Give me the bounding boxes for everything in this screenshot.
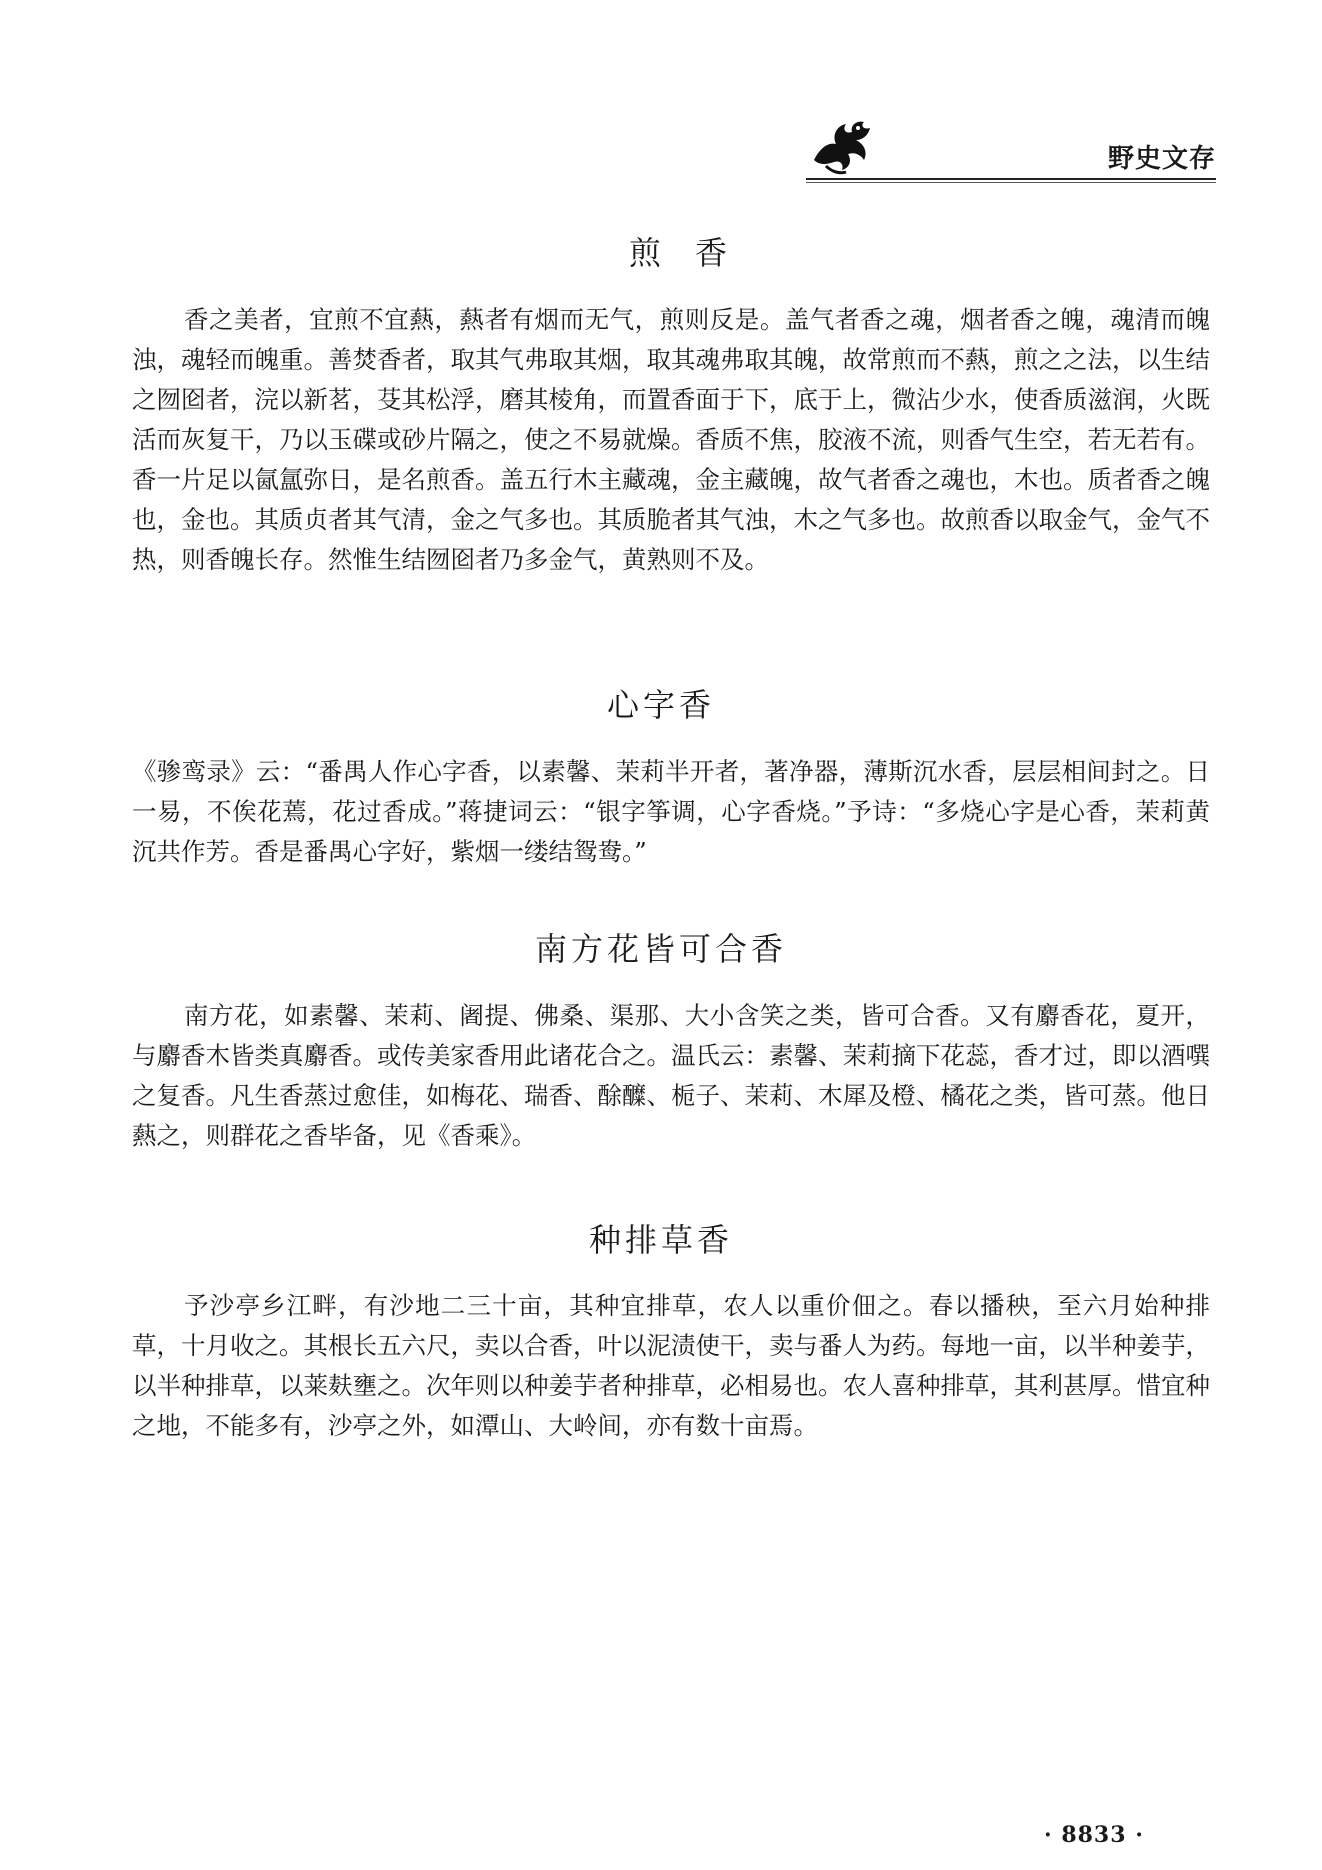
section-title-xinzixiang: 心字香 <box>606 686 715 724</box>
section-body-nanfanghua: 南方花，如素馨、茉莉、阇提、佛桑、渠那、大小含笑之类，皆可合香。又有麝香花，夏开，与麝香木皆类真麝香。或传美家香用此诸花合之。温氏云：素馨、茉莉摘下花蕊，香才过，即以酒噀之复香。凡生香蒸过愈佳，如梅花、瑞香、酴醾、栀子、茉莉、木犀及橙、橘花之类，皆可蒸。他日爇之，则群花之香毕备，见《香乘》。 <box>132 1001 1210 1150</box>
header-rule-thin <box>806 182 1216 183</box>
section-body-jianxiang: 香之美者，宜煎不宜爇，爇者有烟而无气，煎则反是。盖气者香之魂，烟者香之魄，魂清而魄浊，魂轻而魄重。善焚香者，取其气弗取其烟，取其魂弗取其魄，故常煎而不爇，煎之之法，以生结之囫囵者，浣以新茗，芟其松浮，磨其棱角，而置香面于下，底于上，微沾少水，使香质滋润，火既活而灰复干，乃以玉碟或砂片隔之，使之不易就燥。香质不焦，胶液不流，则香气生空，若无若有。香一片足以氤氲弥日，是名煎香。盖五行木主藏魂，金主藏魄，故气者香之魂也，木也。质者香之魄也，金也。其质贞者其气清，金之气多也。其质脆者其气浊，木之气多也。故煎香以取金气，金气不热，则香魄长存。然惟生结囫囵者乃多金气，黄熟则不及。 <box>132 305 1210 574</box>
series-title: 野史文存 <box>1107 144 1216 174</box>
page-number: · 8833 · <box>1044 1822 1144 1848</box>
section-body-zhongpaicao: 予沙亭乡江畔，有沙地二三十亩，其种宜排草，农人以重价佃之。春以播秧，至六月始种排草，十月收之。其根长五六尺，卖以合香，叶以泥渍使干，卖与番人为药。每地一亩，以半种姜芋，以半种排草，以莱麸壅之。次年则以种姜芋者种排草，必相易也。农人喜种排草，其利甚厚。惜宜种之地，不能多有，沙亭之外，如潭山、大岭间，亦有数十亩焉。 <box>132 1291 1210 1440</box>
header-rule <box>806 178 1216 180</box>
section-title-nanfanghua: 南方花皆可合香 <box>534 930 787 968</box>
section-title-jianxiang: 煎香 <box>628 234 761 272</box>
dragon-emblem-icon <box>806 108 886 178</box>
section-body-xinzixiang: 《骖鸾录》云：“番禺人作心字香，以素馨、茉莉半开者，著净器，薄斯沉水香，层层相间封之。日一易，不俟花蔫，花过香成。”蒋捷词云：“银字筝调，心字香烧。”予诗：“多烧心字是心香，茉莉黄沉共作芳。香是番禺心字好，紫烟一缕结鸳鸯。” <box>132 757 1210 866</box>
section-title-zhongpaicao: 种排草香 <box>588 1221 733 1259</box>
running-header <box>806 108 1216 188</box>
